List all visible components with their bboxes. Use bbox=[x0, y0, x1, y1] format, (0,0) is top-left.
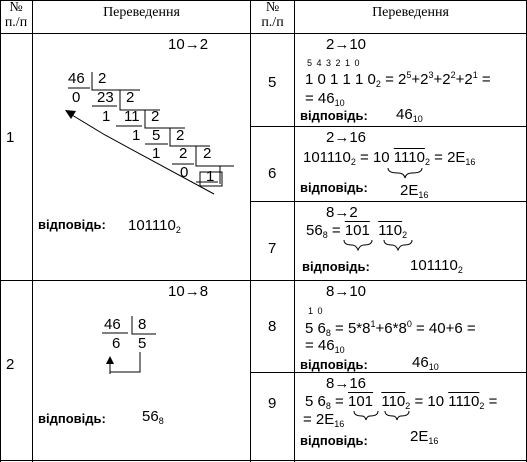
row-2-remainder: 6 bbox=[112, 335, 121, 352]
divisor-2a: 2 bbox=[98, 70, 107, 87]
row-2-quotient: 5 bbox=[138, 335, 147, 352]
arrow-icon: → bbox=[184, 36, 200, 53]
row-8-index: 8 bbox=[268, 318, 277, 335]
divisor-2e: 2 bbox=[203, 145, 212, 162]
row-5-index: 5 bbox=[268, 74, 277, 91]
divisor-2d: 2 bbox=[176, 127, 185, 144]
row-6-line1: $101110_2 = 10$ $1110_2 = 2E_{16}$ bbox=[303, 149, 476, 167]
row-6-answer-label: відповідь: bbox=[300, 180, 368, 195]
row-2-answer-value: $56_8$ bbox=[142, 408, 164, 426]
row-6-index: 6 bbox=[268, 165, 277, 182]
divisor-2b: 2 bbox=[126, 89, 135, 106]
row-9-line2: = $2E_{16}$ bbox=[303, 411, 345, 429]
row-8-line2: = $46_{10}$ bbox=[305, 337, 345, 355]
row-7-answer-value: $101110_2$ bbox=[410, 257, 463, 275]
remainder-0a: 0 bbox=[72, 89, 81, 106]
remainder-1c: 1 bbox=[152, 145, 161, 162]
row-9-line1: 5 $6_8 = 101$ $110_2 = 10$ $1110_2$ = bbox=[305, 393, 498, 411]
row-1-answer-value: $101110_2$ bbox=[128, 217, 181, 235]
arrow-icon: → bbox=[334, 283, 350, 300]
quotient-2: 2 bbox=[179, 145, 188, 162]
row-2-answer-label: відповідь: bbox=[38, 411, 106, 426]
row-5-heading: 2→10 bbox=[326, 36, 367, 53]
row-9-answer-value: $2E_{16}$ bbox=[410, 428, 439, 446]
row-7-index: 7 bbox=[268, 240, 277, 257]
header-conversion-left: Переведення bbox=[103, 5, 180, 20]
row-6-heading: 2→16 bbox=[326, 129, 367, 146]
row-5-answer-label: відповідь: bbox=[300, 108, 368, 123]
row-8-answer-label: відповідь: bbox=[300, 357, 368, 372]
quotient-11: 11 bbox=[124, 108, 140, 125]
row-1-to-base: 2 bbox=[199, 36, 209, 53]
division-46: 46 bbox=[68, 70, 85, 87]
remainder-0b: 0 bbox=[180, 164, 189, 181]
header-conversion-right: Переведення bbox=[372, 5, 449, 20]
row-2-dividend: 46 bbox=[104, 316, 121, 333]
divisor-2c: 2 bbox=[151, 108, 160, 125]
row-1-answer-label: відповідь: bbox=[38, 217, 106, 232]
row-1-index: 1 bbox=[6, 129, 15, 146]
header-number-column-right: № п./п bbox=[261, 0, 284, 30]
arrow-icon: → bbox=[184, 283, 200, 300]
row-1-from-base: 10 bbox=[168, 36, 185, 53]
quotient-5: 5 bbox=[152, 127, 161, 144]
row-2-index: 2 bbox=[6, 356, 15, 373]
remainder-1b: 1 bbox=[132, 127, 141, 144]
row-7-answer-label: відповідь: bbox=[302, 259, 370, 274]
row-2-to-base: 8 bbox=[199, 283, 209, 300]
row-5-positions: 5 4 3 2 1 0 bbox=[307, 58, 361, 68]
header-number-column-left: № п./п bbox=[4, 0, 28, 30]
row-5-line2: = $46_{10}$ bbox=[305, 90, 345, 108]
row-9-index: 9 bbox=[268, 395, 277, 412]
row-5-line1: 1 0 1 1 1 $0_2 = 2^5+2^3+2^2+2^1$ = bbox=[305, 70, 491, 89]
row-8-positions: 1 0 bbox=[308, 306, 324, 316]
row-7-line1: $56_8 = 101$ $110_2$ bbox=[306, 222, 408, 240]
row-8-heading: 8→10 bbox=[326, 283, 367, 300]
row-9-heading: 8→16 bbox=[326, 375, 367, 392]
row-8-line1: 5 $6_8 = 5*8^1+6*8^0 = 40+6$ = bbox=[305, 319, 476, 338]
row-8-answer-value: $46_{10}$ bbox=[412, 354, 439, 372]
remainder-1a: 1 bbox=[102, 108, 111, 125]
row-5-answer-value: $46_{10}$ bbox=[396, 106, 423, 124]
quotient-1: 1 bbox=[206, 168, 215, 185]
row-9-answer-label: відповідь: bbox=[300, 433, 368, 448]
row-2-from-base: 10 bbox=[168, 283, 185, 300]
row-2-divisor: 8 bbox=[138, 316, 147, 333]
arrow-icon: → bbox=[334, 375, 350, 392]
row-7-heading: 8→2 bbox=[326, 204, 358, 221]
arrow-icon: → bbox=[334, 36, 350, 53]
row-6-answer-value: $2E_{16}$ bbox=[400, 182, 429, 200]
quotient-23: 23 bbox=[97, 89, 114, 106]
arrow-icon: → bbox=[334, 204, 350, 221]
arrow-icon: → bbox=[334, 129, 350, 146]
